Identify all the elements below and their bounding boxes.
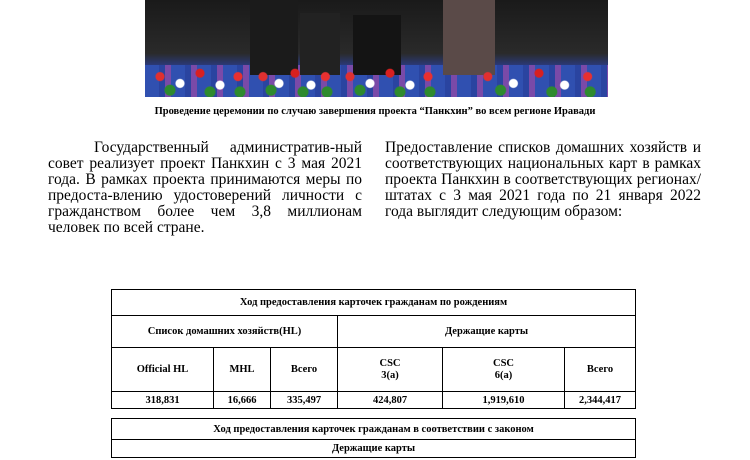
table-title: Ход предоставления карточек гражданам по рождениям bbox=[112, 290, 636, 316]
card-holders-header: Держащие карты bbox=[112, 440, 636, 458]
law-cards-table bbox=[111, 418, 636, 458]
table-cell: 335,497 bbox=[271, 392, 338, 409]
household-list-header: Список домашних хозяйств(HL) bbox=[112, 316, 338, 348]
table-cell: 424,807 bbox=[338, 392, 443, 409]
birth-cards-table bbox=[111, 289, 636, 409]
card-holders-header: Держащие карты bbox=[338, 316, 636, 348]
column-header: CSC 6(а) bbox=[443, 348, 565, 392]
column-header: Official HL bbox=[112, 348, 214, 392]
column-header: Всего bbox=[271, 348, 338, 392]
flower-arrangement bbox=[475, 63, 603, 97]
ceremony-photo bbox=[145, 0, 608, 97]
table-title: Ход предоставления карточек гражданам в соответствии с законом bbox=[112, 419, 636, 440]
photo-caption: Проведение церемонии по случаю завершения проекта “Панкхин” во всем регионе Иравади bbox=[154, 106, 596, 117]
paragraph-left: Государственный административ-ный совет реализует проект Панкхин с 3 мая 2021 года. В рамках проекта принимаются меры по предоста-влению удостоверений личности с гражданством более чем 3,8 миллионам человек по всей стране. bbox=[48, 139, 362, 236]
flower-arrangement bbox=[150, 63, 250, 97]
table-cell: 1,919,610 bbox=[443, 392, 565, 409]
column-header: CSC 3(а) bbox=[338, 348, 443, 392]
column-header: MHL bbox=[214, 348, 271, 392]
flower-arrangement bbox=[340, 63, 440, 97]
column-header: Всего bbox=[565, 348, 636, 392]
table-cell: 16,666 bbox=[214, 392, 271, 409]
table-cell: 318,831 bbox=[112, 392, 214, 409]
table-cell: 2,344,417 bbox=[565, 392, 636, 409]
paragraph-right: Предоставление списков домашних хозяйств и соответствующих национальных карт в рамках проекта Панкхин в соответствующих регионах/штатах с 3 мая 2021 года по 21 января 2022 года выглядит следующим образом: bbox=[385, 139, 701, 220]
flower-arrangement bbox=[255, 63, 335, 97]
